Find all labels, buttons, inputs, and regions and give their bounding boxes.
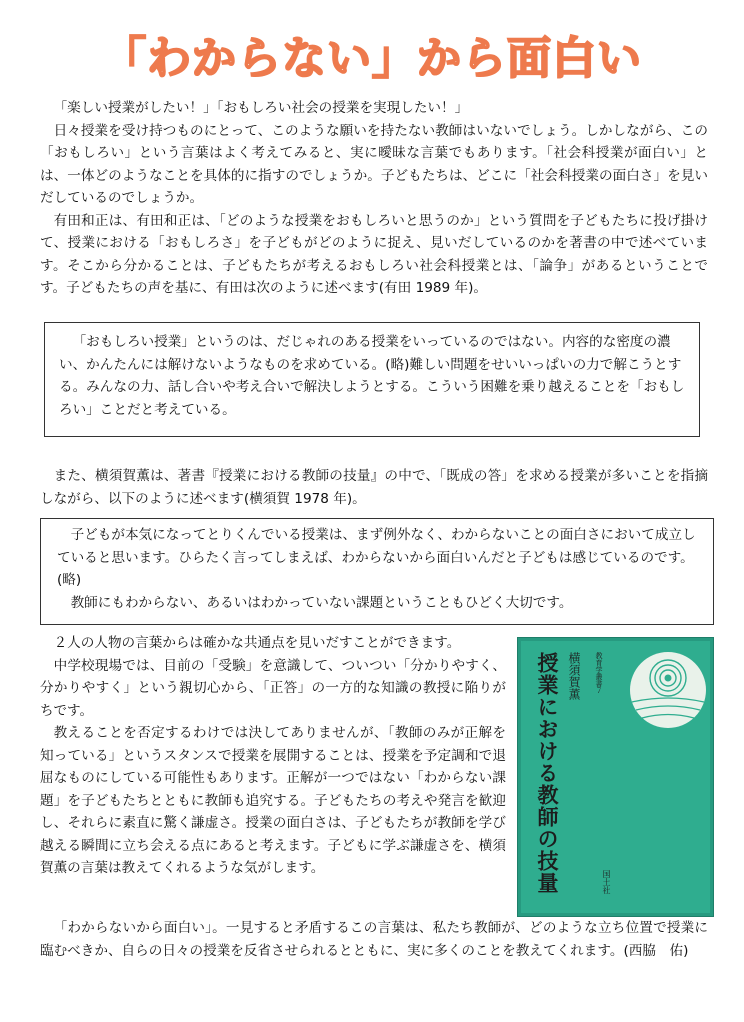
quote-yokosuka-paragraph-2: 教師にもわからない、あるいはわかっていない課題ということもひどく大切です。 — [70, 594, 573, 611]
book-title: 授業における教師の技量 — [535, 652, 560, 894]
middle-text — [40, 465, 708, 510]
page-title: 「わからない」から面白い — [102, 33, 642, 84]
quote-box-yokosuka — [40, 518, 714, 625]
book-publisher: 国土社 — [602, 870, 611, 894]
middle-paragraph: また、横須賀薫は、著書『授業における教師の技量』の中で、「既成の答」を求める授業が多いことを指摘しながら、以下のように述べます(横須賀 1978 年)。 — [40, 468, 708, 507]
closing-text — [40, 917, 708, 962]
intro-text — [40, 97, 708, 300]
quote-yokosuka-paragraph-1: 子どもが本気になってとりくんでいる授業は、まず例外なく、わからないことの面白さにおいて成立していると思います。ひらたく言ってしまえば、わからないから面白いんだと子どもは感じているのです。(略) — [57, 527, 696, 588]
book-cover-image — [517, 637, 714, 917]
body-text — [40, 632, 506, 880]
closing-paragraph: 「わからないから面白い」。一見すると矛盾するこの言葉は、私たち教師が、どのような立ち位置で授業に臨むべきか、自らの日々の授業を反省させられるとともに、実に多くのことを教えてくれます。(西脇 佑) — [40, 920, 708, 959]
book-series: 教育学叢書７ — [595, 652, 603, 694]
body-paragraph-3: 教えることを否定するわけでは決してありませんが、「教師のみが正解を知っている」というスタンスで授業を展開することは、授業を予定調和で退屈なものにしている可能性もあります。正解が一つではない「わからない課題」を子どもたちとともに教師も追究する。子どもたちの考えや発言を歓迎し、それらに素直に驚く謙虚さ。授業の面白さは、子どもたちが教師を学び越える瞬間に立ち会える点にあると考えます。子どもに学ぶ謙虚さを、横須賀薫の言葉は教えてくれるような気がします。 — [40, 725, 506, 876]
book-emblem-circle — [628, 650, 708, 730]
book-author: 横須賀薫 — [567, 652, 581, 700]
quote-arita-text: 「おもしろい授業」というのは、だじゃれのある授業をいっているのではない。内容的な密度の濃い、かんたんには解けないようなものを求めている。(略)難しい問題をせいいっぱいの力で解こうとする。みんなの力、話し合いや考え合いで解決しようとする。こういう困難を乗り越えることを「おもしろい」ことだと考えている。 — [59, 334, 685, 418]
intro-paragraph-2: 日々授業を受け持つものにとって、このような願いを持たない教師はいないでしょう。しかしながら、この「おもしろい」という言葉はよく考えてみると、実に曖昧な言葉でもあります。「社会科授業が面白い」とは、一体どのようなことを具体的に指すのでしょうか。子どもたちは、どこに「社会科授業の面白さ」を見いだしているのでしょうか。 — [40, 122, 708, 206]
intro-paragraph-3: 有田和正は、有田和正は、「どのような授業をおもしろいと思うのか」という質問を子どもたちに投げ掛けて、授業における「おもしろさ」を子どもがどのように捉え、見いだしているのかを著書の中で述べています。そこから分かることは、子どもたちが考えるおもしろい社会科授業とは、「論争」があるということです。子どもたちの声を基に、有田は次のように述べます(有田 1989 年)。 — [40, 212, 708, 296]
intro-paragraph-1: 「楽しい授業がしたい！」「おもしろい社会の授業を実現したい！」 — [53, 100, 469, 116]
quote-box-arita — [44, 322, 700, 437]
body-paragraph-1: ２人の人物の言葉からは確かな共通点を見いだすことができます。 — [53, 635, 461, 651]
body-paragraph-2: 中学校現場では、目前の「受験」を意識して、ついつい「分かりやすく、分かりやすく」という親切心から、「正答」の一方的な知識の教授に陥りがちです。 — [40, 657, 506, 719]
